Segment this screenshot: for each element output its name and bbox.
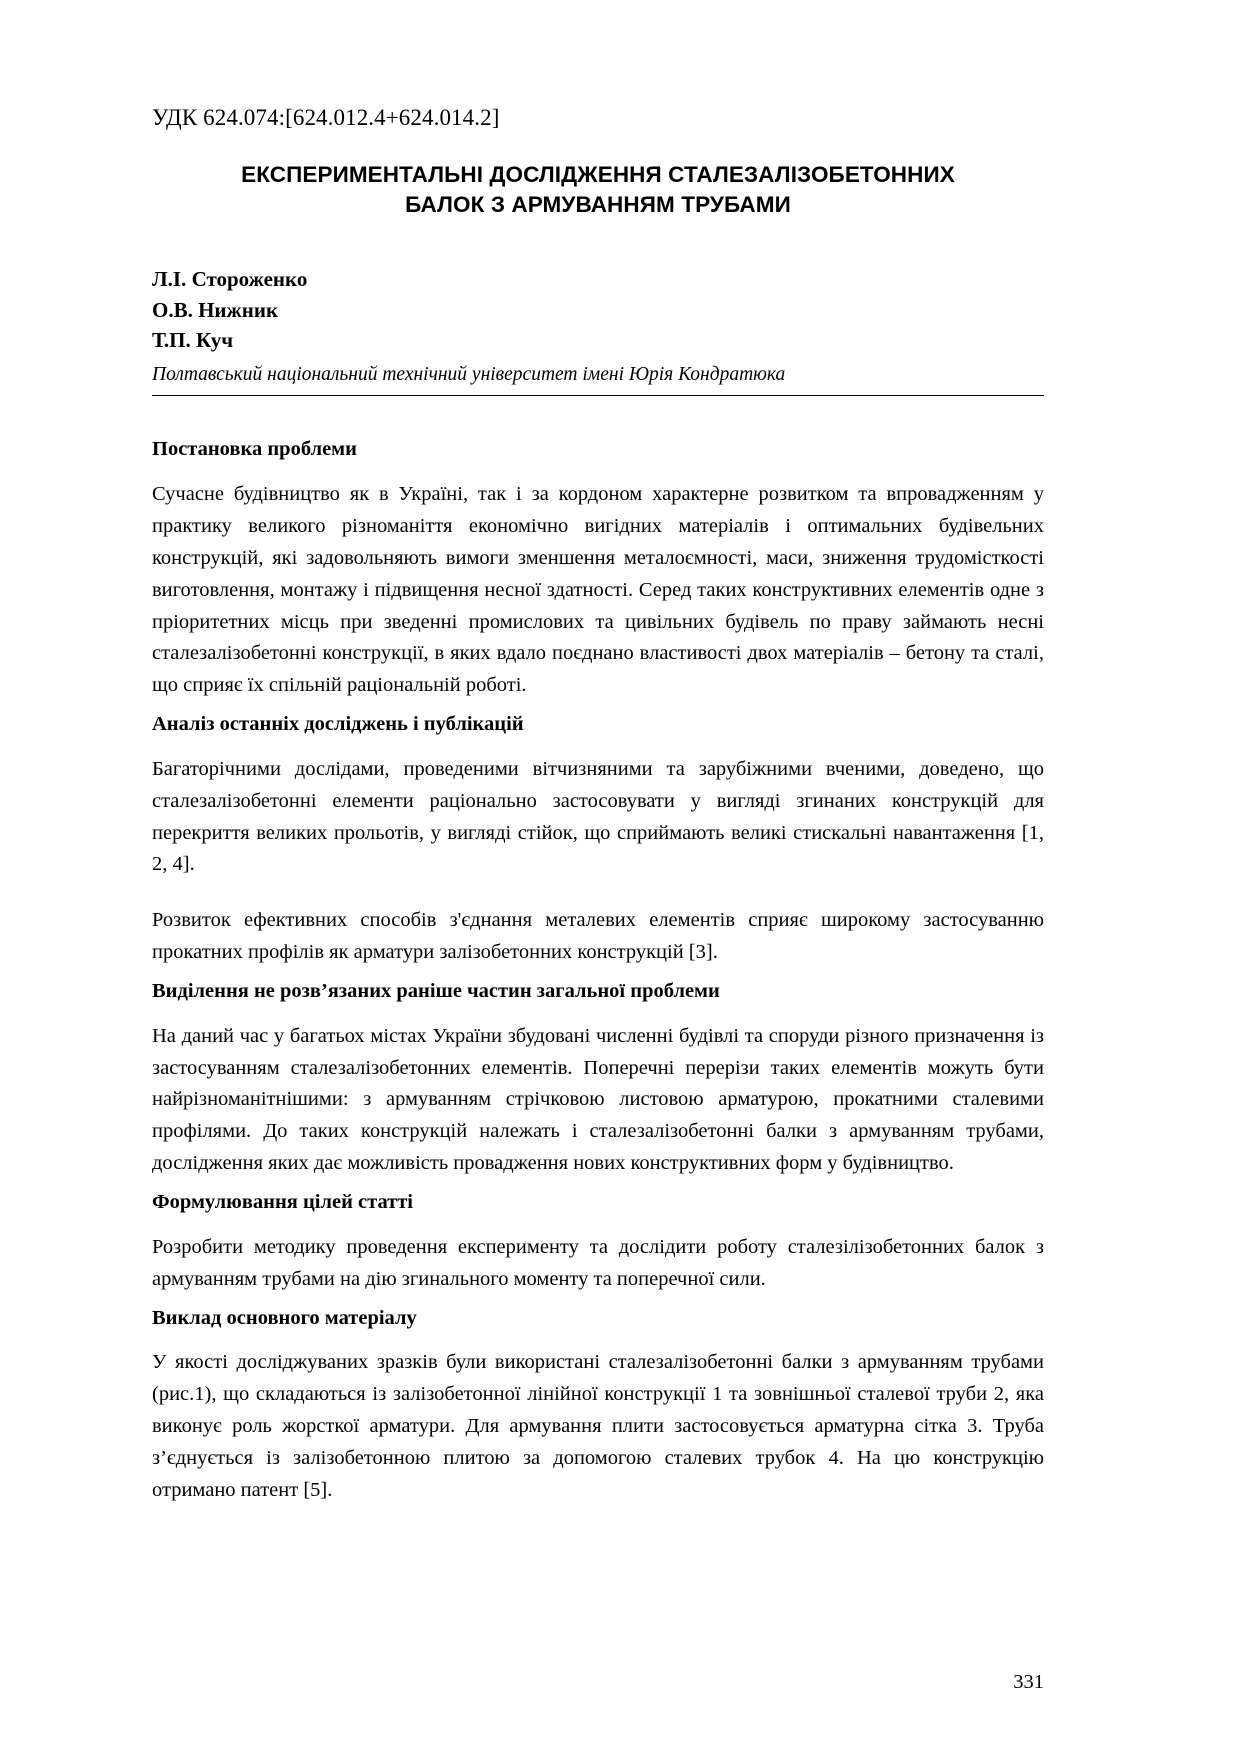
udk-code: УДК 624.074:[624.012.4+624.014.2] <box>152 105 500 130</box>
page-number: 331 <box>1013 1670 1044 1693</box>
author-name: Л.І. Стороженко <box>152 267 308 292</box>
section-paragraph: На даний час у багатьох містах України збудовані численні будівлі та споруди різного призначення із застосуванням сталезалізобетонних елементів. Поперечні перерізи таких елементів можуть бути найрізноманітнішими: з армуванням стрічковою листовою арматурою, прокатними сталевими профілями. До таких конструкцій належать і сталезалізобетонні балки з армуванням трубами, дослідження яких дає можливість провадження нових конструктивних форм у будівництво. <box>152 1024 1044 1175</box>
section-postanovka-problemy <box>152 436 1044 702</box>
section-paragraph: Багаторічними дослідами, проведеними вітчизняними та зарубіжними вченими, доведено, що сталезалізобетонні елементи раціонально застосовувати у вигляді згинаних конструкцій для перекриття великих прольотів, у вигляді стійок, що сприймають великі стискальні навантаження [1, 2, 4]. <box>152 757 1044 876</box>
section-vyklad-materialu <box>152 1305 1044 1507</box>
section-heading: Постановка проблеми <box>152 438 357 461</box>
section-heading: Аналіз останніх досліджень і публікацій <box>152 713 524 736</box>
section-paragraph: Розробити методику проведення експерименту та дослідити роботу сталезілізобетонних балок з армуванням трубами на дію згинального моменту та поперечної сили. <box>152 1235 1044 1290</box>
section-paragraph: У якості досліджуваних зразків були використані сталезалізобетонні балки з армуванням трубами (рис.1), що складаються із залізобетонної лінійної конструкції 1 та зовнішньої сталевої труби 2, яка виконує роль жорсткої арматури. Для армування плити застосовується арматурна сітка 3. Труба з’єднується із залізобетонною плитою за допомогою сталевих трубок 4. На цю конструкцію отримано патент [5]. <box>152 1351 1044 1501</box>
title-line-2: БАЛОК З АРМУВАННЯМ ТРУБАМИ <box>405 191 791 217</box>
title-line-1: ЕКСПЕРИМЕНТАЛЬНІ ДОСЛІДЖЕННЯ СТАЛЕЗАЛІЗОБЕТОННИХ <box>241 161 955 187</box>
author-list <box>152 264 1044 355</box>
section-paragraph: Сучасне будівництво як в Україні, так і за кордоном характерне розвитком та впровадженням у практику великого різноманіття економічно вигідних матеріалів і оптимальних будівельних конструкцій, які задовольняють вимоги зменшення металоємності, маси, зниження трудомісткості виготовлення, монтажу і підвищення несної здатності. Серед таких конструктивних елементів одне з пріоритетних місць при зведенні промислових та цивільних будівель по праву займають несні сталезалізобетонні конструкції, в яких вдало поєднано властивості двох матеріалів – бетону та сталі, що сприяє їх спільній раціональній роботі. <box>152 483 1044 697</box>
page-title <box>152 160 1044 221</box>
author-name: Т.П. Куч <box>152 327 234 352</box>
section-heading: Виклад основного матеріалу <box>152 1306 417 1329</box>
section-heading: Формулювання цілей статті <box>152 1191 413 1214</box>
header-divider <box>152 395 1044 396</box>
section-analiz-doslidzhen <box>152 711 1044 969</box>
section-formuliuvannia-tsilei <box>152 1189 1044 1295</box>
section-paragraph: Розвиток ефективних способів з'єднання металевих елементів сприяє широкому застосуванню прокатних профілів як арматури залізобетонних конструкцій [3]. <box>152 909 1044 964</box>
section-vydilennia-chastyn <box>152 978 1044 1180</box>
author-name: О.В. Нижник <box>152 297 279 322</box>
affiliation: Полтавський національний технічний університет імені Юрія Кондратюка <box>152 364 786 386</box>
section-heading: Виділення не розв’язаних раніше частин загальної проблеми <box>152 980 720 1003</box>
